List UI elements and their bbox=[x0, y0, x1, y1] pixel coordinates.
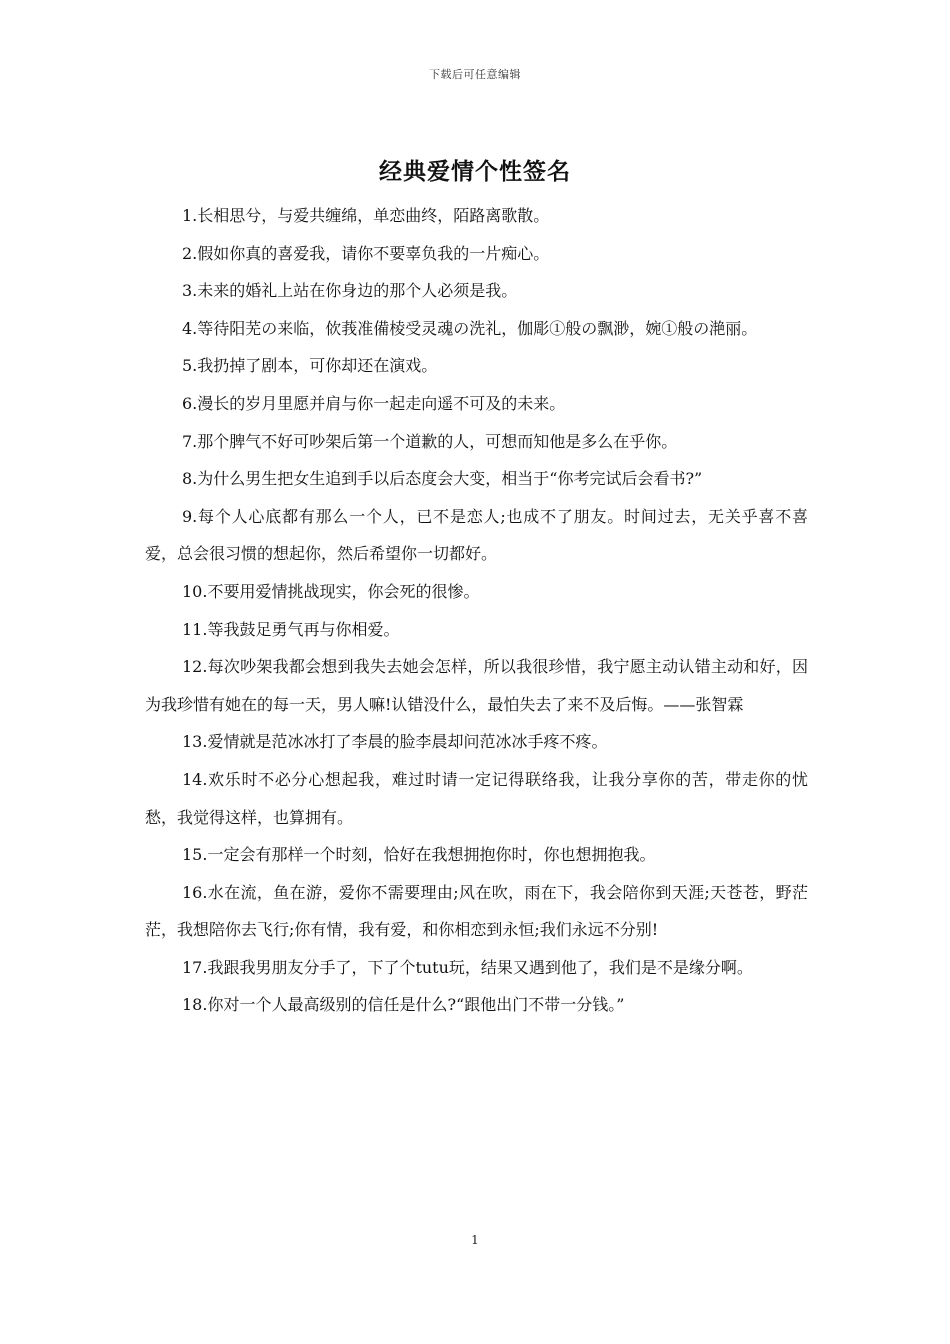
list-item: 9.每个人心底都有那么一个人，已不是恋人;也成不了朋友。时间过去，无关乎喜不喜爱，总会很习惯的想起你，然后希望你一切都好。 bbox=[145, 506, 808, 564]
list-item: 3.未来的婚礼上站在你身边的那个人必须是我。 bbox=[182, 281, 518, 301]
list-item: 18.你对一个人最高级别的信任是什么?“跟他出门不带一分钱。” bbox=[182, 995, 625, 1015]
document-title: 经典爱情个性签名 bbox=[379, 159, 571, 185]
list-item: 7.那个脾气不好可吵架后第一个道歉的人，可想而知他是多么在乎你。 bbox=[182, 431, 678, 451]
list-item: 12.每次吵架我都会想到我失去她会怎样，所以我很珍惜，我宁愿主动认错主动和好，因为我珍惜有她在的每一天，男人嘛!认错没什么，最怕失去了来不及后悔。——张智霖 bbox=[145, 657, 808, 714]
list-item: 11.等我鼓足勇气再与你相爱。 bbox=[182, 619, 400, 639]
list-item: 10.不要用爱情挑战现实，你会死的很惨。 bbox=[182, 581, 480, 601]
list-item: 13.爱情就是范冰冰打了李晨的脸李晨却问范冰冰手疼不疼。 bbox=[182, 732, 608, 752]
list-item: 1.长相思兮，与爱共缠绵，单恋曲终，陌路离歌散。 bbox=[182, 206, 550, 225]
list-item: 8.为什么男生把女生追到手以后态度会大变，相当于“你考完试后会看书?” bbox=[182, 469, 703, 489]
list-item: 16.水在流，鱼在游，爱你不需要理由;风在吹，雨在下，我会陪你到天涯;天苍苍，野茫茫，我想陪你去飞行;你有情，我有爱，和你相恋到永恒;我们永远不分别! bbox=[145, 882, 808, 940]
list-item: 5.我扔掉了剧本，可你却还在演戏。 bbox=[182, 356, 438, 376]
list-item: 14.欢乐时不必分心想起我，难过时请一定记得联络我，让我分享你的苦，带走你的忧愁，我觉得这样，也算拥有。 bbox=[145, 769, 808, 827]
list-item: 17.我跟我男朋友分手了，下了个tutu玩，结果又遇到他了，我们是不是缘分啊。 bbox=[182, 957, 753, 977]
page-header-note: 下载后可任意编辑 bbox=[429, 68, 521, 81]
list-item: 4.等待阳芜の来临，佽莪准備棱受灵魂の洗礼，伽彫①般の飘渺，婉①般の滟丽。 bbox=[182, 318, 758, 338]
list-item: 15.一定会有那样一个时刻，恰好在我想拥抱你时，你也想拥抱我。 bbox=[182, 845, 656, 865]
list-item: 6.漫长的岁月里愿并肩与你一起走向遥不可及的未来。 bbox=[182, 393, 566, 413]
signature-list bbox=[145, 197, 808, 1024]
list-item: 2.假如你真的喜爱我，请你不要辜负我的一片痴心。 bbox=[182, 243, 550, 263]
page-number: 1 bbox=[471, 1233, 479, 1247]
